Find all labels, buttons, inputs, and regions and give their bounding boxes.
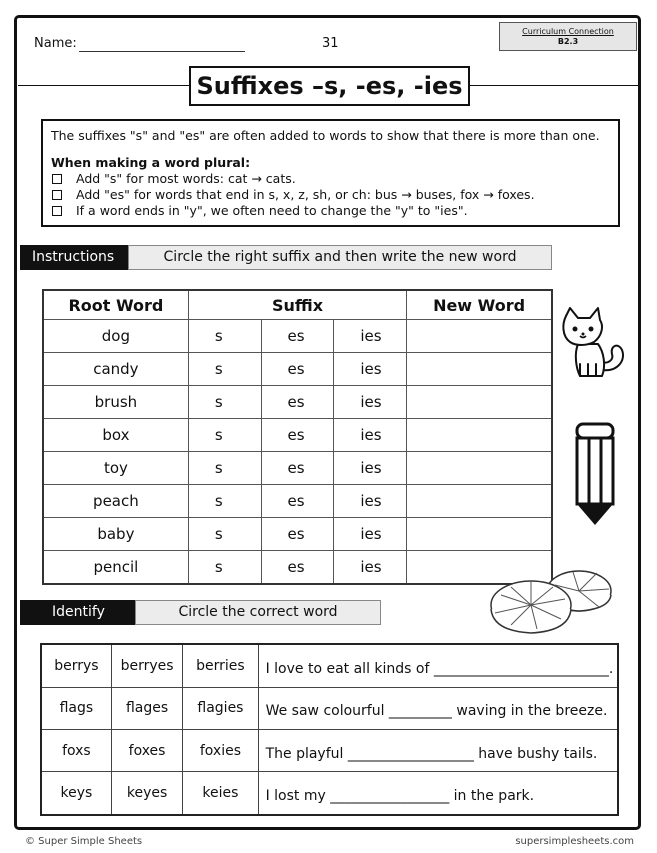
root-word: candy bbox=[43, 353, 188, 386]
name-field[interactable] bbox=[79, 51, 245, 52]
curriculum-title: Curriculum Connection bbox=[522, 27, 614, 36]
table-row bbox=[41, 687, 618, 729]
sentence: I love to eat all kinds of _________________________. bbox=[258, 644, 618, 687]
suffix-option-ies[interactable]: ies bbox=[334, 551, 407, 585]
word-option[interactable]: foxes bbox=[111, 729, 183, 771]
suffix-option-s[interactable]: s bbox=[188, 353, 261, 386]
page-title: Suffixes –s, -es, -ies bbox=[189, 66, 470, 106]
suffix-option-s[interactable]: s bbox=[188, 419, 261, 452]
suffix-option-es[interactable]: es bbox=[261, 419, 334, 452]
word-option[interactable]: keyes bbox=[111, 772, 183, 815]
suffix-option-ies[interactable]: ies bbox=[334, 320, 407, 353]
suffix-option-ies[interactable]: ies bbox=[334, 452, 407, 485]
root-word: baby bbox=[43, 518, 188, 551]
header-new-word: New Word bbox=[407, 290, 552, 320]
name-label: Name: bbox=[34, 36, 77, 51]
word-option[interactable]: flages bbox=[111, 687, 183, 729]
identify-bar bbox=[20, 600, 381, 625]
suffix-option-es[interactable]: es bbox=[261, 518, 334, 551]
new-word-field[interactable] bbox=[407, 485, 552, 518]
suffix-option-s[interactable]: s bbox=[188, 518, 261, 551]
new-word-field[interactable] bbox=[407, 353, 552, 386]
word-option[interactable]: flags bbox=[41, 687, 111, 729]
word-option[interactable]: flagies bbox=[183, 687, 258, 729]
suffix-option-s[interactable]: s bbox=[188, 551, 261, 585]
curriculum-connection-box bbox=[499, 22, 637, 51]
suffix-option-s[interactable]: s bbox=[188, 452, 261, 485]
suffix-option-ies[interactable]: ies bbox=[334, 419, 407, 452]
instructions-tag: Instructions bbox=[20, 245, 128, 270]
identify-tag: Identify bbox=[20, 600, 135, 625]
new-word-field[interactable] bbox=[407, 452, 552, 485]
info-intro: The suffixes "s" and "es" are often added to words to show that there is more than one. bbox=[51, 128, 600, 143]
root-word: dog bbox=[43, 320, 188, 353]
footer-website[interactable]: supersimplesheets.com bbox=[515, 836, 634, 847]
suffix-option-s[interactable]: s bbox=[188, 320, 261, 353]
page-number: 31 bbox=[322, 36, 339, 51]
checkbox-icon bbox=[52, 174, 62, 184]
rules-list bbox=[51, 171, 610, 219]
table-row bbox=[43, 485, 552, 518]
candy-icon bbox=[489, 561, 613, 639]
plural-heading: When making a word plural: bbox=[51, 155, 251, 170]
instructions-bar bbox=[20, 245, 552, 270]
suffix-option-es[interactable]: es bbox=[261, 386, 334, 419]
root-word: brush bbox=[43, 386, 188, 419]
table-row bbox=[41, 729, 618, 771]
identify-text: Circle the correct word bbox=[135, 600, 381, 625]
suffix-option-s[interactable]: s bbox=[188, 485, 261, 518]
pencil-icon bbox=[573, 421, 617, 527]
footer-copyright: © Super Simple Sheets bbox=[25, 836, 143, 847]
suffix-option-ies[interactable]: ies bbox=[334, 518, 407, 551]
sentence: The playful __________________ have bushy tails. bbox=[258, 729, 618, 771]
suffix-table-header bbox=[43, 290, 552, 320]
table-row bbox=[43, 452, 552, 485]
suffix-option-es[interactable]: es bbox=[261, 353, 334, 386]
rule-text: Add "es" for words that end in s, x, z, sh, or ch: bus → buses, fox → foxes. bbox=[76, 187, 535, 202]
fox-icon bbox=[558, 306, 628, 382]
suffix-option-es[interactable]: es bbox=[261, 320, 334, 353]
suffix-option-s[interactable]: s bbox=[188, 386, 261, 419]
root-word: pencil bbox=[43, 551, 188, 585]
sentence: I lost my _________________ in the park. bbox=[258, 772, 618, 815]
word-option[interactable]: berries bbox=[183, 644, 258, 687]
table-row bbox=[43, 320, 552, 353]
rule-item bbox=[51, 203, 610, 219]
suffix-option-es[interactable]: es bbox=[261, 551, 334, 585]
suffix-option-ies[interactable]: ies bbox=[334, 386, 407, 419]
word-option[interactable]: keys bbox=[41, 772, 111, 815]
root-word: box bbox=[43, 419, 188, 452]
table-row bbox=[43, 353, 552, 386]
root-word: peach bbox=[43, 485, 188, 518]
word-option[interactable]: foxs bbox=[41, 729, 111, 771]
info-box bbox=[41, 119, 620, 227]
checkbox-icon bbox=[52, 190, 62, 200]
word-option[interactable]: foxies bbox=[183, 729, 258, 771]
table-row bbox=[43, 551, 552, 585]
word-option[interactable]: berryes bbox=[111, 644, 183, 687]
header-suffix: Suffix bbox=[188, 290, 406, 320]
identify-table bbox=[40, 643, 619, 816]
suffix-option-es[interactable]: es bbox=[261, 485, 334, 518]
rule-item bbox=[51, 187, 610, 203]
new-word-field[interactable] bbox=[407, 419, 552, 452]
rule-text: Add "s" for most words: cat → cats. bbox=[76, 171, 296, 186]
rule-text: If a word ends in "y", we often need to change the "y" to "ies". bbox=[76, 203, 468, 218]
table-row bbox=[43, 419, 552, 452]
word-option[interactable]: berrys bbox=[41, 644, 111, 687]
new-word-field[interactable] bbox=[407, 518, 552, 551]
new-word-field[interactable] bbox=[407, 386, 552, 419]
table-row bbox=[41, 644, 618, 687]
sentence: We saw colourful _________ waving in the breeze. bbox=[258, 687, 618, 729]
header-root-word: Root Word bbox=[43, 290, 188, 320]
suffix-table bbox=[42, 289, 553, 585]
suffix-option-ies[interactable]: ies bbox=[334, 353, 407, 386]
table-row bbox=[43, 518, 552, 551]
word-option[interactable]: keies bbox=[183, 772, 258, 815]
curriculum-code: B2.3 bbox=[557, 37, 579, 46]
suffix-option-es[interactable]: es bbox=[261, 452, 334, 485]
rule-item bbox=[51, 171, 610, 187]
table-row bbox=[41, 772, 618, 815]
table-row bbox=[43, 386, 552, 419]
suffix-option-ies[interactable]: ies bbox=[334, 485, 407, 518]
root-word: toy bbox=[43, 452, 188, 485]
instructions-text: Circle the right suffix and then write the new word bbox=[128, 245, 552, 270]
new-word-field[interactable] bbox=[407, 320, 552, 353]
checkbox-icon bbox=[52, 206, 62, 216]
